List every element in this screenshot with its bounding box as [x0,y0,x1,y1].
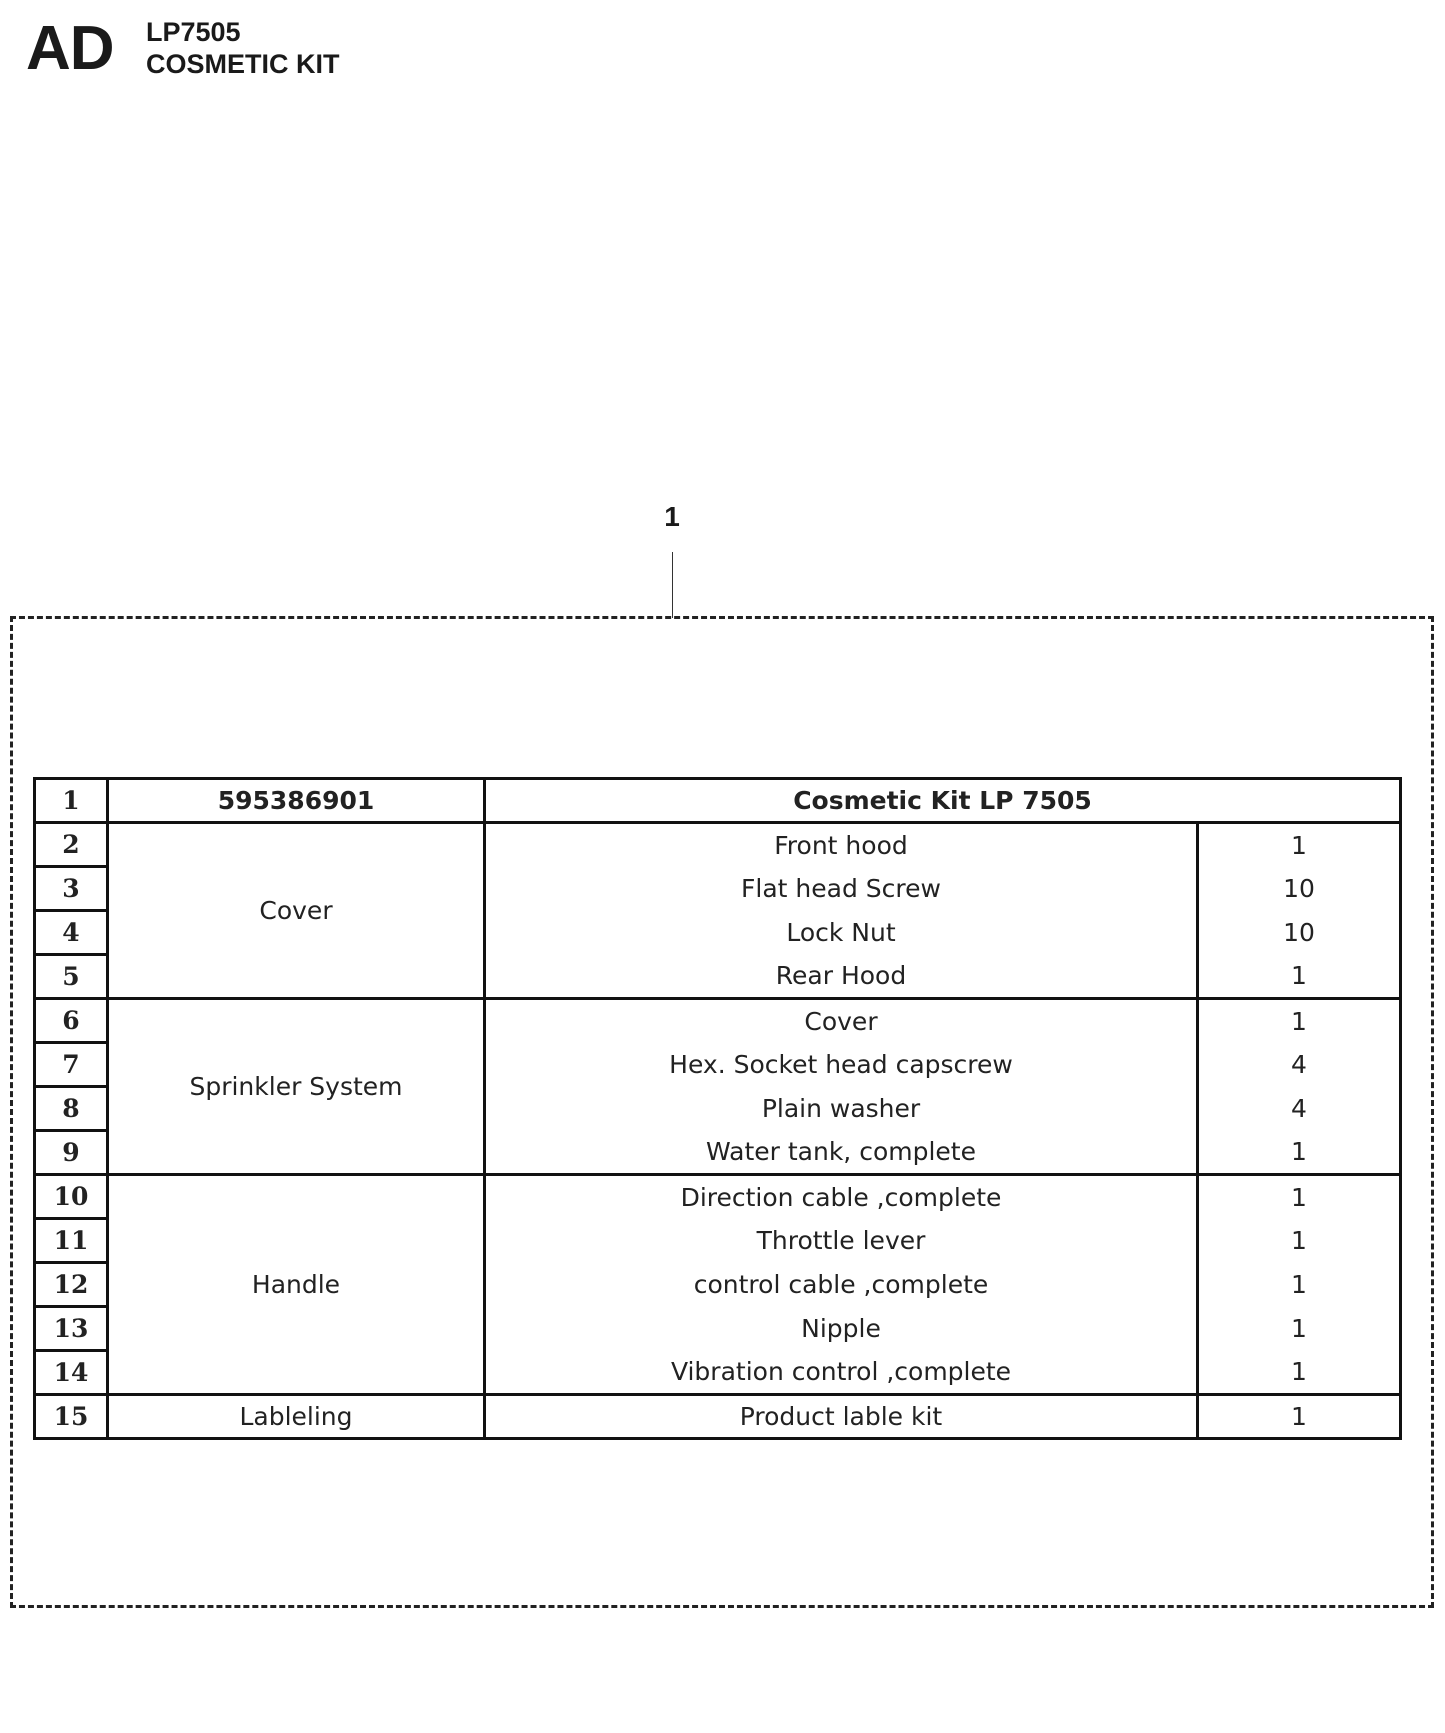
table-row [35,1395,1401,1439]
kit-part-number: 595386901 [108,779,485,823]
item-number: 5 [35,955,108,999]
part-description: Throttle lever [485,1219,1198,1263]
table-header-row [35,779,1401,823]
item-number: 3 [35,867,108,911]
item-number: 15 [35,1395,108,1439]
callout-number: 1 [664,501,680,532]
group-name: Lableling [108,1395,485,1439]
part-description: Water tank, complete [485,1131,1198,1175]
group-name: Cover [108,823,485,999]
part-quantity: 1 [1198,955,1401,999]
model-label: LP7505 [146,17,241,47]
table-row [35,1175,1401,1219]
part-description: Rear Hood [485,955,1198,999]
part-description: Vibration control ,complete [485,1351,1198,1395]
part-quantity: 1 [1198,1263,1401,1307]
parts-table [33,777,1402,1440]
group-name: Handle [108,1175,485,1395]
item-number: 9 [35,1131,108,1175]
callout-leader-line [672,552,673,618]
part-quantity: 1 [1198,1395,1401,1439]
part-quantity: 4 [1198,1087,1401,1131]
part-quantity: 1 [1198,1219,1401,1263]
item-number: 11 [35,1219,108,1263]
part-quantity: 1 [1198,999,1401,1043]
part-description: Hex. Socket head capscrew [485,1043,1198,1087]
item-number: 14 [35,1351,108,1395]
part-quantity: 1 [1198,1175,1401,1219]
page-title: COSMETIC KIT [146,49,340,79]
part-quantity: 4 [1198,1043,1401,1087]
part-quantity: 1 [1198,1307,1401,1351]
table-row [35,823,1401,867]
group-name: Sprinkler System [108,999,485,1175]
part-description: Direction cable ,complete [485,1175,1198,1219]
section-code: AD [26,14,114,83]
part-description: Flat head Screw [485,867,1198,911]
item-number: 13 [35,1307,108,1351]
item-number: 6 [35,999,108,1043]
item-number: 7 [35,1043,108,1087]
part-quantity: 1 [1198,823,1401,867]
title-block [146,16,340,80]
part-description: Plain washer [485,1087,1198,1131]
item-number: 10 [35,1175,108,1219]
part-quantity: 1 [1198,1351,1401,1395]
item-number: 12 [35,1263,108,1307]
part-description: Cover [485,999,1198,1043]
item-number: 4 [35,911,108,955]
part-quantity: 10 [1198,911,1401,955]
item-number: 8 [35,1087,108,1131]
kit-name: Cosmetic Kit LP 7505 [485,779,1401,823]
item-number: 2 [35,823,108,867]
item-number: 1 [35,779,108,823]
part-quantity: 1 [1198,1131,1401,1175]
part-description: control cable ,complete [485,1263,1198,1307]
parts-table-body [35,779,1401,1439]
part-description: Product lable kit [485,1395,1198,1439]
part-description: Front hood [485,823,1198,867]
part-description: Nipple [485,1307,1198,1351]
table-row [35,999,1401,1043]
part-description: Lock Nut [485,911,1198,955]
part-quantity: 10 [1198,867,1401,911]
